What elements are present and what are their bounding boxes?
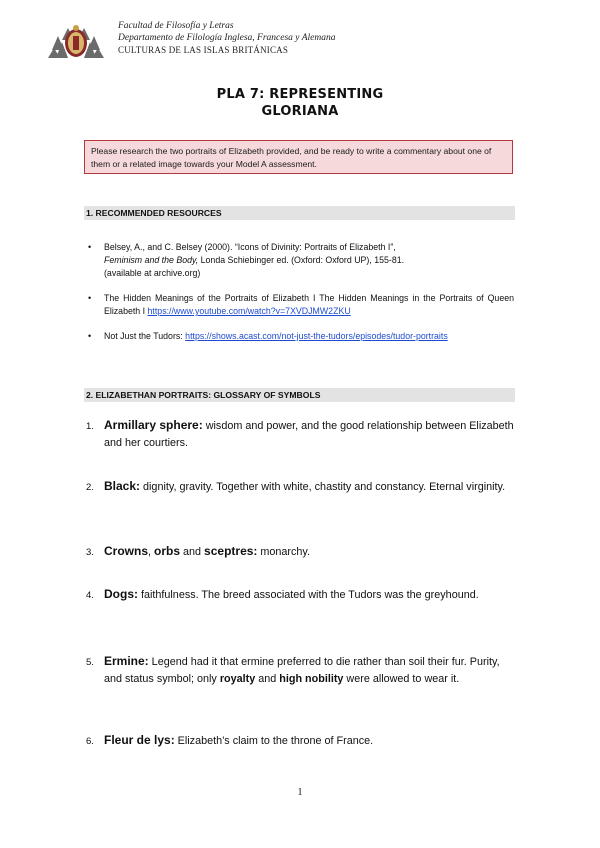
glossary-item — [86, 586, 514, 604]
glossary-item — [86, 653, 514, 688]
glossary-definition: dignity, gravity. Together with white, chastity and constancy. Eternal virginity. — [140, 481, 506, 493]
resource-citation-c: Londa Schiebinger ed. (Oxford: Oxford UP), 155-81. — [198, 255, 405, 265]
glossary-number: 5. — [86, 657, 94, 668]
university-seal-logo — [46, 20, 106, 60]
glossary-definition: were allowed to wear it. — [343, 673, 460, 685]
resource-podcast-text: Not Just the Tudors: — [104, 331, 186, 341]
instruction-box: Please research the two portraits of Elizabeth provided, and be ready to write a commentary about one of them or a related image towards your Model A assessment. — [84, 140, 513, 174]
glossary-term: Crowns — [104, 544, 149, 558]
glossary-number: 2. — [86, 482, 94, 493]
bullet-icon: • — [88, 293, 92, 303]
glossary-definition: faithfulness. The breed associated with the Tudors was the greyhound. — [138, 589, 479, 601]
resource-podcast-link[interactable]: https://shows.acast.com/not-just-the-tudors/episodes/tudor-portraits — [185, 331, 448, 341]
glossary-definition: wisdom and power, and the good relationship between Elizabeth and her courtiers. — [104, 420, 514, 449]
glossary-number: 6. — [86, 736, 94, 747]
glossary-emphasis: high nobility — [279, 673, 344, 685]
glossary-number: 1. — [86, 421, 94, 432]
glossary-definition: and — [255, 673, 280, 685]
glossary-item — [86, 478, 514, 496]
glossary-number: 4. — [86, 590, 94, 601]
glossary-separator: and — [180, 546, 205, 558]
title-line-1: PLA 7: REPRESENTING — [216, 87, 384, 102]
page-title — [0, 86, 600, 120]
resource-citation-title: Feminism and the Body, — [104, 255, 199, 265]
resource-item-video — [88, 292, 514, 318]
glossary-number: 3. — [86, 547, 94, 558]
glossary-term: Black: — [104, 479, 141, 493]
glossary-definition: monarchy. — [257, 546, 311, 558]
glossary-definition: Legend had it that ermine preferred to die rather than soil their fur. Purity, and status symbol; only — [104, 656, 500, 685]
faculty-name: Facultad de Filosofía y Letras — [118, 21, 234, 31]
department-name: Departamento de Filología Inglesa, Francesa y Alemana — [118, 33, 336, 43]
glossary-emphasis: royalty — [219, 673, 256, 685]
resource-item-belsey — [88, 241, 514, 280]
resource-video-link[interactable]: https://www.youtube.com/watch?v=7XVDJMW2ZKU — [147, 306, 351, 316]
resource-citation-a: Belsey, A., and C. Belsey (2000). “Icons of Divinity: Portraits of Elizabeth I”, — [104, 242, 396, 252]
glossary-term: Dogs: — [104, 587, 138, 601]
resource-availability: (available at archive.org) — [104, 268, 201, 278]
bullet-icon: • — [88, 242, 92, 252]
resource-video-text: The Hidden Meanings of the Portraits of Elizabeth I The Hidden Meanings in the Portraits of Queen Elizabeth I — [104, 293, 514, 316]
glossary-definition: Elizabeth’s claim to the throne of France. — [174, 735, 374, 747]
faculty-header — [118, 20, 336, 56]
section-heading-glossary: 2. ELIZABETHAN PORTRAITS: GLOSSARY OF SYMBOLS — [84, 388, 515, 402]
page-number: 1 — [297, 787, 303, 798]
glossary-term: sceptres: — [204, 544, 258, 558]
title-line-2: GLORIANA — [261, 104, 339, 119]
glossary-item — [86, 543, 514, 561]
glossary-term: orbs — [154, 544, 181, 558]
glossary-term: Armillary sphere: — [104, 418, 203, 432]
glossary-separator: , — [148, 546, 155, 558]
course-name: CULTURAS DE LAS ISLAS BRITÁNICAS — [118, 45, 289, 55]
bullet-icon: • — [88, 331, 92, 341]
glossary-term: Ermine: — [104, 654, 149, 668]
glossary-term: Fleur de lys: — [104, 733, 175, 747]
glossary-item — [86, 732, 514, 750]
resource-item-podcast — [88, 330, 514, 343]
glossary-item — [86, 417, 514, 452]
section-heading-resources: 1. RECOMMENDED RESOURCES — [84, 206, 515, 220]
